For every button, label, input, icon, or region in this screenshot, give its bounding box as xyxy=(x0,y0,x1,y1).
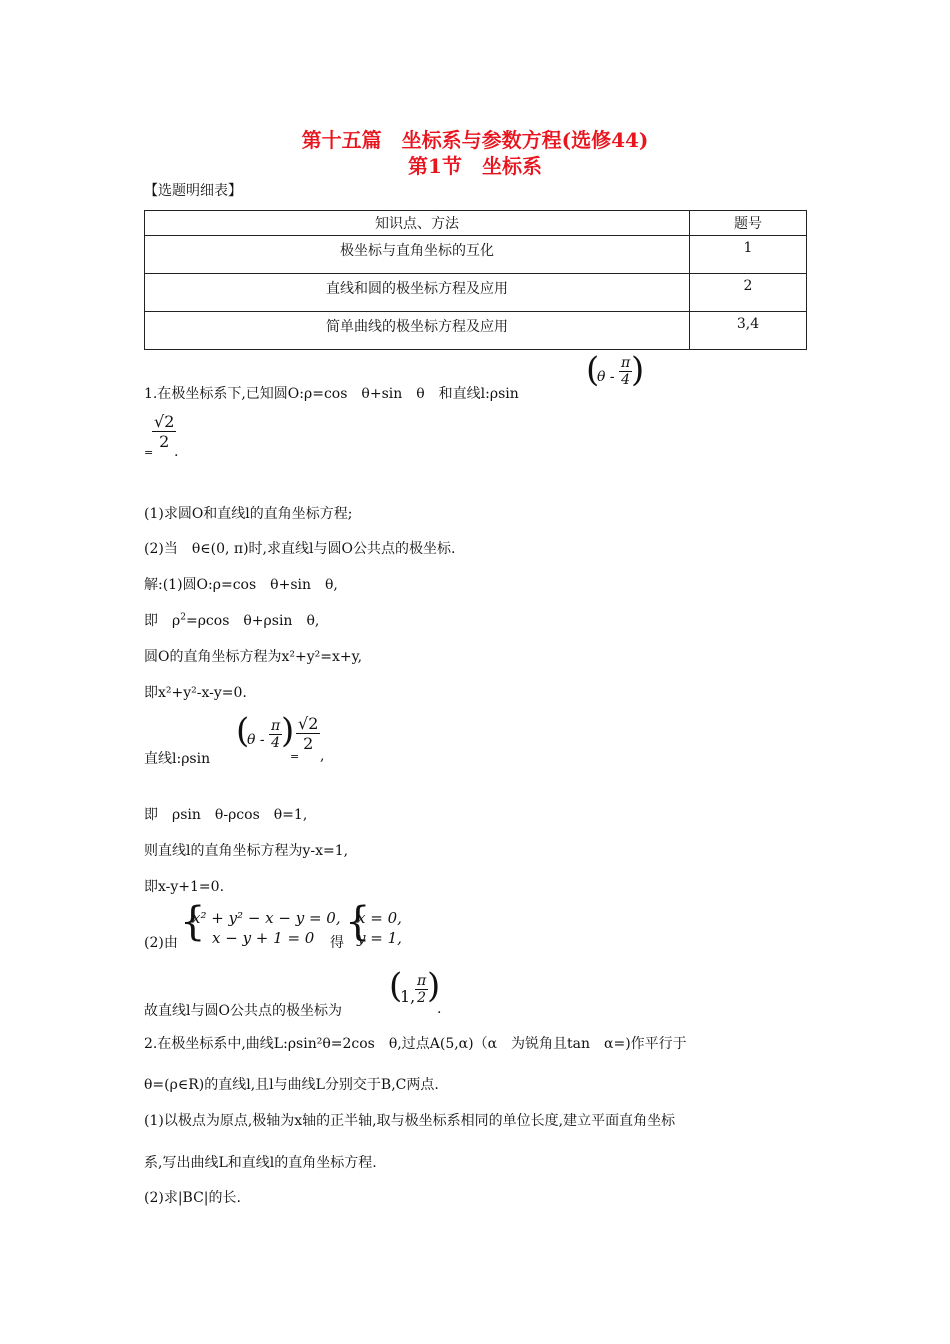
period: . xyxy=(174,444,179,460)
fraction-denominator: 4 xyxy=(621,372,631,388)
table-cell: 2 xyxy=(690,274,807,312)
system-equation-2: x − y + 1 = 0 xyxy=(212,929,315,947)
table-row xyxy=(145,312,807,350)
table-row xyxy=(145,236,807,274)
theta-minus-pi-over-4: ( θ - π 4 ) xyxy=(586,350,645,390)
theta-expr: θ - xyxy=(597,369,615,385)
solution-line: 则直线l的直角坐标方程为y-x=1, xyxy=(144,843,349,859)
equals-sign: = xyxy=(144,446,154,459)
theta-expr: θ - xyxy=(247,732,265,748)
fraction-numerator: √2 xyxy=(298,714,319,733)
sqrt2-over-2-fraction xyxy=(296,714,320,753)
question-1: (1)求圆O和直线l的直角坐标方程; xyxy=(144,506,353,522)
equals-sign: = xyxy=(290,750,300,763)
question-2: (2)当 θ∈(0, π)时,求直线l与圆O公共点的极坐标. xyxy=(144,541,456,557)
solution-text: (2)由 xyxy=(144,935,178,951)
polar-coordinate: ( 1, π 2 ) . xyxy=(389,966,442,1017)
solution-line: 直线l:ρsin xyxy=(144,751,211,767)
system-solution-1: x = 0, xyxy=(357,909,402,927)
table-cell: 直线和圆的极坐标方程及应用 xyxy=(145,274,690,312)
topic-table xyxy=(144,210,807,350)
solution-text: 即 ρ xyxy=(144,613,181,629)
problem-1-stem: 1.在极坐标系下,已知圆O:ρ=cos θ+sin θ 和直线l:ρsin xyxy=(144,386,519,402)
solution-line: 故直线l与圆O公共点的极坐标为 xyxy=(144,1003,342,1019)
table-cell: 简单曲线的极坐标方程及应用 xyxy=(145,312,690,350)
chapter-title: 第十五篇 坐标系与参数方程(选修44) xyxy=(301,128,649,152)
solution-text: =ρcos θ+ρsin θ, xyxy=(185,613,320,629)
fraction-numerator: π xyxy=(271,718,281,734)
fraction-numerator: √2 xyxy=(154,412,175,431)
solution-line: 即 ρsin θ-ρcos θ=1, xyxy=(144,807,308,823)
solution-line xyxy=(144,610,319,630)
sqrt2-over-2-fraction xyxy=(152,412,176,451)
solution-line: 即x²+y²-x-y=0. xyxy=(144,685,247,701)
problem-2-stem: 2.在极坐标系中,曲线L:ρsin²θ=2cos θ,过点A(5,α)（α 为锐角且tan α=)作平行于 xyxy=(144,1036,687,1052)
table-row xyxy=(145,274,807,312)
fraction-numerator: π xyxy=(621,355,631,371)
solution-text: 得 xyxy=(330,935,344,951)
fraction-denominator: 2 xyxy=(417,990,427,1006)
solution-line: 即x-y+1=0. xyxy=(144,879,225,895)
column-header-number: 题号 xyxy=(690,211,807,236)
sqrt2-over-2-block xyxy=(144,412,184,462)
table-header-row xyxy=(145,211,807,236)
system-equation-1: x² + y² − x − y = 0, xyxy=(192,909,341,927)
line-l-equation: ( θ - π 4 ) = √2 2 , xyxy=(236,711,325,764)
solution-line: 圆O的直角坐标方程为x²+y²=x+y, xyxy=(144,649,363,665)
solution-line: 解:(1)圆O:ρ=cos θ+sin θ, xyxy=(144,577,338,593)
problem-2-question-2: (2)求|BC|的长. xyxy=(144,1190,241,1206)
superscript: 2 xyxy=(180,612,186,623)
table-caption: 【选题明细表】 xyxy=(144,183,242,199)
problem-2-line: θ=(ρ∈R)的直线l,且l与曲线L分别交于B,C两点. xyxy=(144,1077,439,1093)
system-solution-2: y = 1, xyxy=(357,929,402,947)
problem-2-line: 系,写出曲线L和直线l的直角坐标方程. xyxy=(144,1155,377,1171)
table-cell: 1 xyxy=(690,236,807,274)
fraction-denominator: 4 xyxy=(271,735,281,751)
comma: , xyxy=(320,748,325,764)
table-cell: 极坐标与直角坐标的互化 xyxy=(145,236,690,274)
fraction-numerator: π xyxy=(417,973,427,989)
problem-2-question-1: (1)以极点为原点,极轴为x轴的正半轴,取与极坐标系相同的单位长度,建立平面直角坐标 xyxy=(144,1113,676,1129)
fraction-denominator: 2 xyxy=(303,734,314,753)
table-cell: 3,4 xyxy=(690,312,807,350)
left-brace: { xyxy=(345,899,371,945)
equation-system xyxy=(180,899,420,952)
fraction-denominator: 2 xyxy=(159,432,170,451)
period: . xyxy=(437,1001,442,1017)
column-header-topic: 知识点、方法 xyxy=(145,211,690,236)
coordinate-rho: 1, xyxy=(400,987,416,1006)
left-brace: { xyxy=(180,899,206,945)
section-title: 第1节 坐标系 xyxy=(408,154,542,178)
